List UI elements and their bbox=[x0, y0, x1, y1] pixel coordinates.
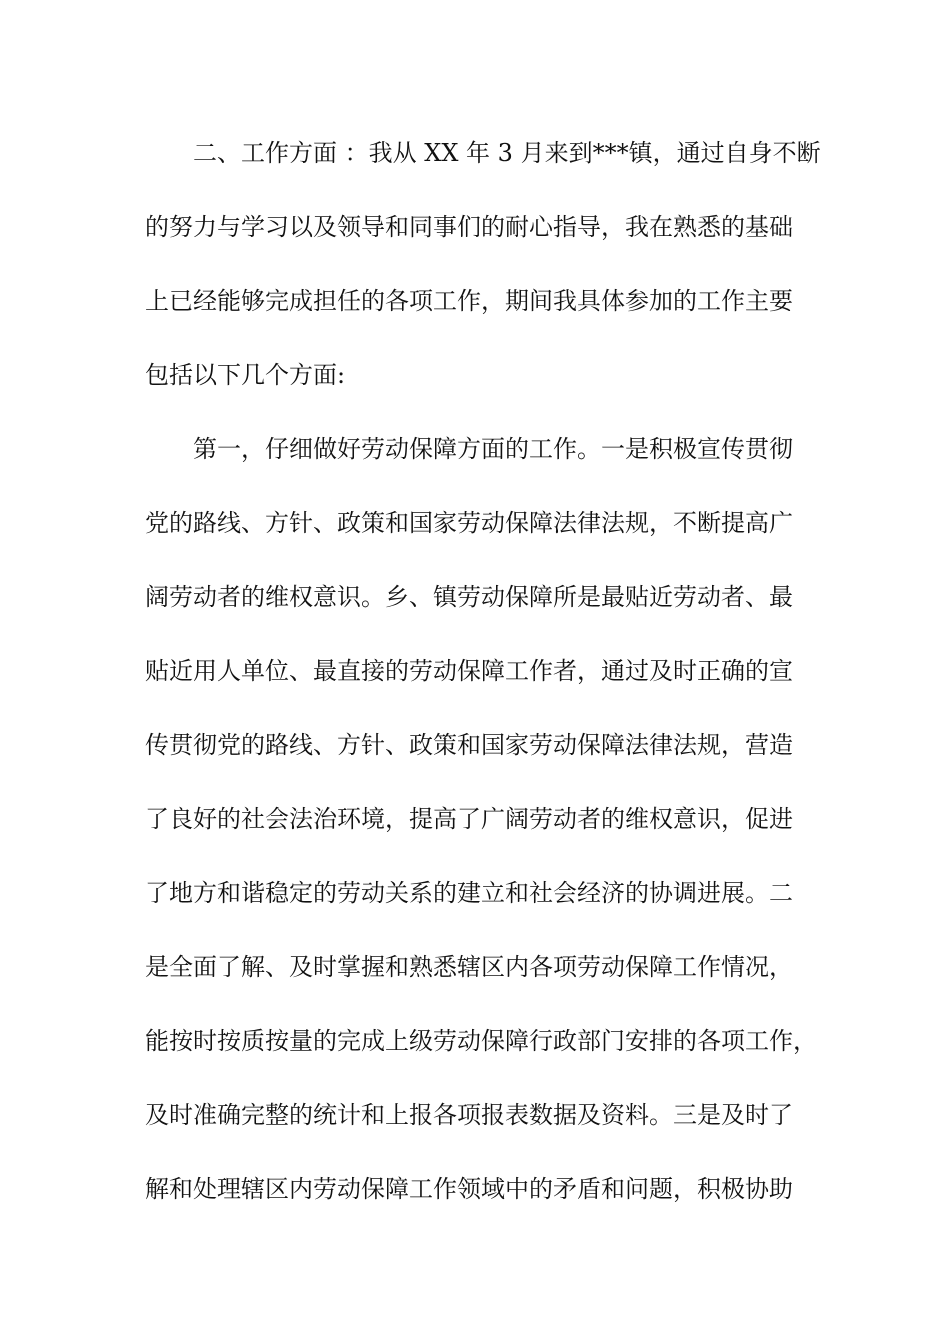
text-line-12: 是全面了解、及时掌握和熟悉辖区内各项劳动保障工作情况， bbox=[145, 953, 793, 981]
text-line-5: 第一，仔细做好劳动保障方面的工作。一是积极宣传贯彻 bbox=[193, 435, 793, 463]
text-line-7: 阔劳动者的维权意识。乡、镇劳动保障所是最贴近劳动者、最 bbox=[145, 583, 793, 611]
text-line-14: 及时准确完整的统计和上报各项报表数据及资料。三是及时了 bbox=[145, 1101, 793, 1129]
text-line-6: 党的路线、方针、政策和国家劳动保障法律法规，不断提高广 bbox=[145, 509, 793, 537]
text-line-11: 了地方和谐稳定的劳动关系的建立和社会经济的协调进展。二 bbox=[145, 879, 793, 907]
text-line-3: 上已经能够完成担任的各项工作，期间我具体参加的工作主要 bbox=[145, 287, 793, 315]
text-line-4: 包括以下几个方面: bbox=[145, 361, 346, 389]
text-line-2: 的努力与学习以及领导和同事们的耐心指导，我在熟悉的基础 bbox=[145, 213, 793, 241]
text-line-13: 能按时按质按量的完成上级劳动保障行政部门安排的各项工作， bbox=[145, 1027, 817, 1055]
text-line-9: 传贯彻党的路线、方针、政策和国家劳动保障法律法规，营造 bbox=[145, 731, 793, 759]
text-line-15: 解和处理辖区内劳动保障工作领域中的矛盾和问题，积极协助 bbox=[145, 1175, 793, 1203]
text-line-10: 了良好的社会法治环境，提高了广阔劳动者的维权意识，促进 bbox=[145, 805, 793, 833]
text-line-1: 二、工作方面 ：我从 XX 年 3 月来到***镇，通过自身不断 bbox=[193, 139, 821, 167]
text-line-8: 贴近用人单位、最直接的劳动保障工作者，通过及时正确的宣 bbox=[145, 657, 793, 685]
